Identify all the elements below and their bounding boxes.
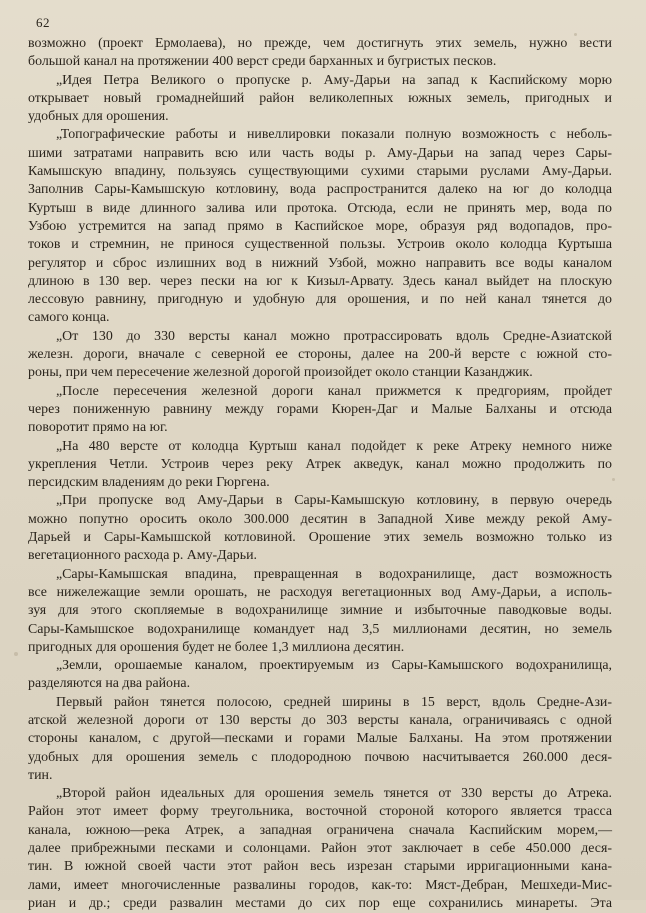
text-line: открывает новый громаднейший район великолепных южных земель, пригодных и: [28, 90, 612, 106]
text-line: возможно (проект Ермолаева), но прежде, чем достигнуть этих земель, нужно вести: [28, 36, 612, 51]
text-line: через пониженную равнину между горами Кюрен-Даг и Малые Балханы и отсюда: [28, 401, 612, 417]
text-line: Куртыш в виде длинного залива или протока. Отсюда, если не принять мер, вода по: [28, 200, 612, 216]
text-line: „После пересечения железной дороги канал прижмется к предгориям, пройдет: [56, 383, 612, 399]
text-line: „Земли, орошаемые каналом, проектируемым из Сары-Камышского водохранилища,: [56, 658, 612, 674]
text-line: Камышскую впадину, пользуясь существующими сухими старыми руслами Аму-Дарьи.: [28, 164, 612, 180]
paper-speck: [14, 652, 18, 656]
text-line: разделяются на два района.: [28, 676, 191, 692]
text-line: персидским владениям до реки Гюргена.: [28, 475, 270, 491]
text-line: укрепления Четли. Устроив через реку Атрек акведук, канал можно продолжить по: [28, 456, 612, 472]
text-line: зуя для этого скопляемые в водохранилище зимние и избыточные паводковые воды.: [28, 603, 612, 619]
text-line: „Сары-Камышская впадина, превращенная в водохранилище, даст возможность: [56, 566, 612, 582]
text-line: поворотит прямо на юг.: [28, 420, 168, 436]
text-line: лами, имеет многочисленные развалины городов, как-то: Мяст-Дебран, Мешхеди-Мис-: [28, 877, 612, 893]
text-line: тин. В южной своей части этот район весь изрезан старыми ирригационными кана-: [28, 859, 612, 875]
text-line: самого конца.: [28, 310, 110, 326]
text-line: Сары-Камышское водохранилище командует над 3,5 миллионами десятин, но земель: [28, 621, 612, 637]
text-line: „При пропуске вод Аму-Дарьи в Сары-Камышскую котловину, в первую очередь: [56, 493, 612, 509]
text-line: „Второй район идеальных для орошения земель тянется от 330 версты до Атрека.: [56, 786, 612, 802]
text-line: „На 480 версте от колодца Куртыш канал подойдет к реке Атреку немного ниже: [56, 438, 612, 454]
text-line: лессовую равнину, пригодную и удобную для орошения, и по ней канал тянется до: [28, 292, 612, 308]
text-line: „Топографические работы и нивеллировки показали полную возможность с неболь-: [56, 127, 612, 143]
text-line: токов и стремнин, не принося существенной пользы. Устроив около колодца Куртыша: [28, 237, 612, 253]
text-line: большой канал на протяжении 400 верст среди барханных и бугристых песков.: [28, 54, 497, 70]
text-line: можно попутно оросить около 300.000 десятин в Западной Хиве между рекой Аму-: [28, 511, 612, 527]
page-number: 62: [36, 15, 50, 30]
text-line: удобных для орошения земель с плодородною почвою насчитывается 260.000 деся-: [28, 749, 612, 765]
text-line: роны, при чем пересечение железной дорогой произойдет около станции Казанджик.: [28, 365, 533, 381]
text-line: стороны каналом, с другой—песками и горами Малые Балханы. На этом протяжении: [28, 731, 612, 747]
text-line: пригодных для орошения будет не более 1,3 миллиона десятин.: [28, 639, 405, 655]
paper-speck: [574, 33, 577, 36]
text-line: тин.: [28, 767, 53, 783]
text-line: Дарьей и Сары-Камышской котловиной. Орошение этих земель возможно только из: [28, 530, 612, 546]
text-line: Заполнив Сары-Камышскую котловину, вода распространится далеко на юг до колодца: [28, 182, 612, 198]
text-line: удобных для орошения.: [28, 109, 169, 125]
paper-speck: [612, 478, 615, 481]
text-line: „От 130 до 330 версты канал можно протрассировать вдоль Средне-Азиатской: [56, 328, 612, 344]
body-text: [28, 35, 612, 913]
text-line: „Идея Петра Великого о пропуске р. Аму-Дарьи на запад к Каспийскому морю: [56, 72, 612, 88]
text-line: регулятор и сброс излишних вод в нижний Узбой, можно направить все воды каналом: [28, 255, 612, 271]
text-line: риан и др.; среди развалин местами до сих пор еще сохранились минареты. Эта: [28, 895, 612, 911]
text-line: железн. дороги, вначале с северной ее стороны, далее на 200-й версте с южной сто-: [28, 347, 612, 363]
text-line: Район этот имеет форму треугольника, восточной стороной которого является трасса: [28, 804, 612, 820]
text-line: шими затратами направить всю или часть воды р. Аму-Дарьи на запад через Сары-: [28, 145, 612, 161]
text-line: атской железной дороги от 130 версты до 303 версты канала, ограничиваясь с одной: [28, 712, 612, 728]
text-line: вегетационного расхода р. Аму-Дарьи.: [28, 548, 257, 564]
text-line: Узбою устремится на запад прямо в Каспийское море, образуя ряд водопадов, про-: [28, 218, 612, 234]
text-line: канала, южною—река Атрек, а западная ограничена сначала Каспийским морем,—: [28, 822, 612, 838]
text-line: длиною в 130 вер. через пески на юг к Кизыл-Арвату. Здесь канал выйдет на плоскую: [28, 273, 612, 289]
text-line: Первый район тянется полосою, средней ширины в 15 верст, вдоль Средне-Ази-: [56, 694, 612, 710]
text-line: все нижележащие земли орошать, не расходуя вегетационных вод Аму-Дарьи, а исполь-: [28, 584, 612, 600]
text-line: далее прибрежными песками и солонцами. Район этот заключает в себе 450.000 деся-: [28, 841, 612, 857]
